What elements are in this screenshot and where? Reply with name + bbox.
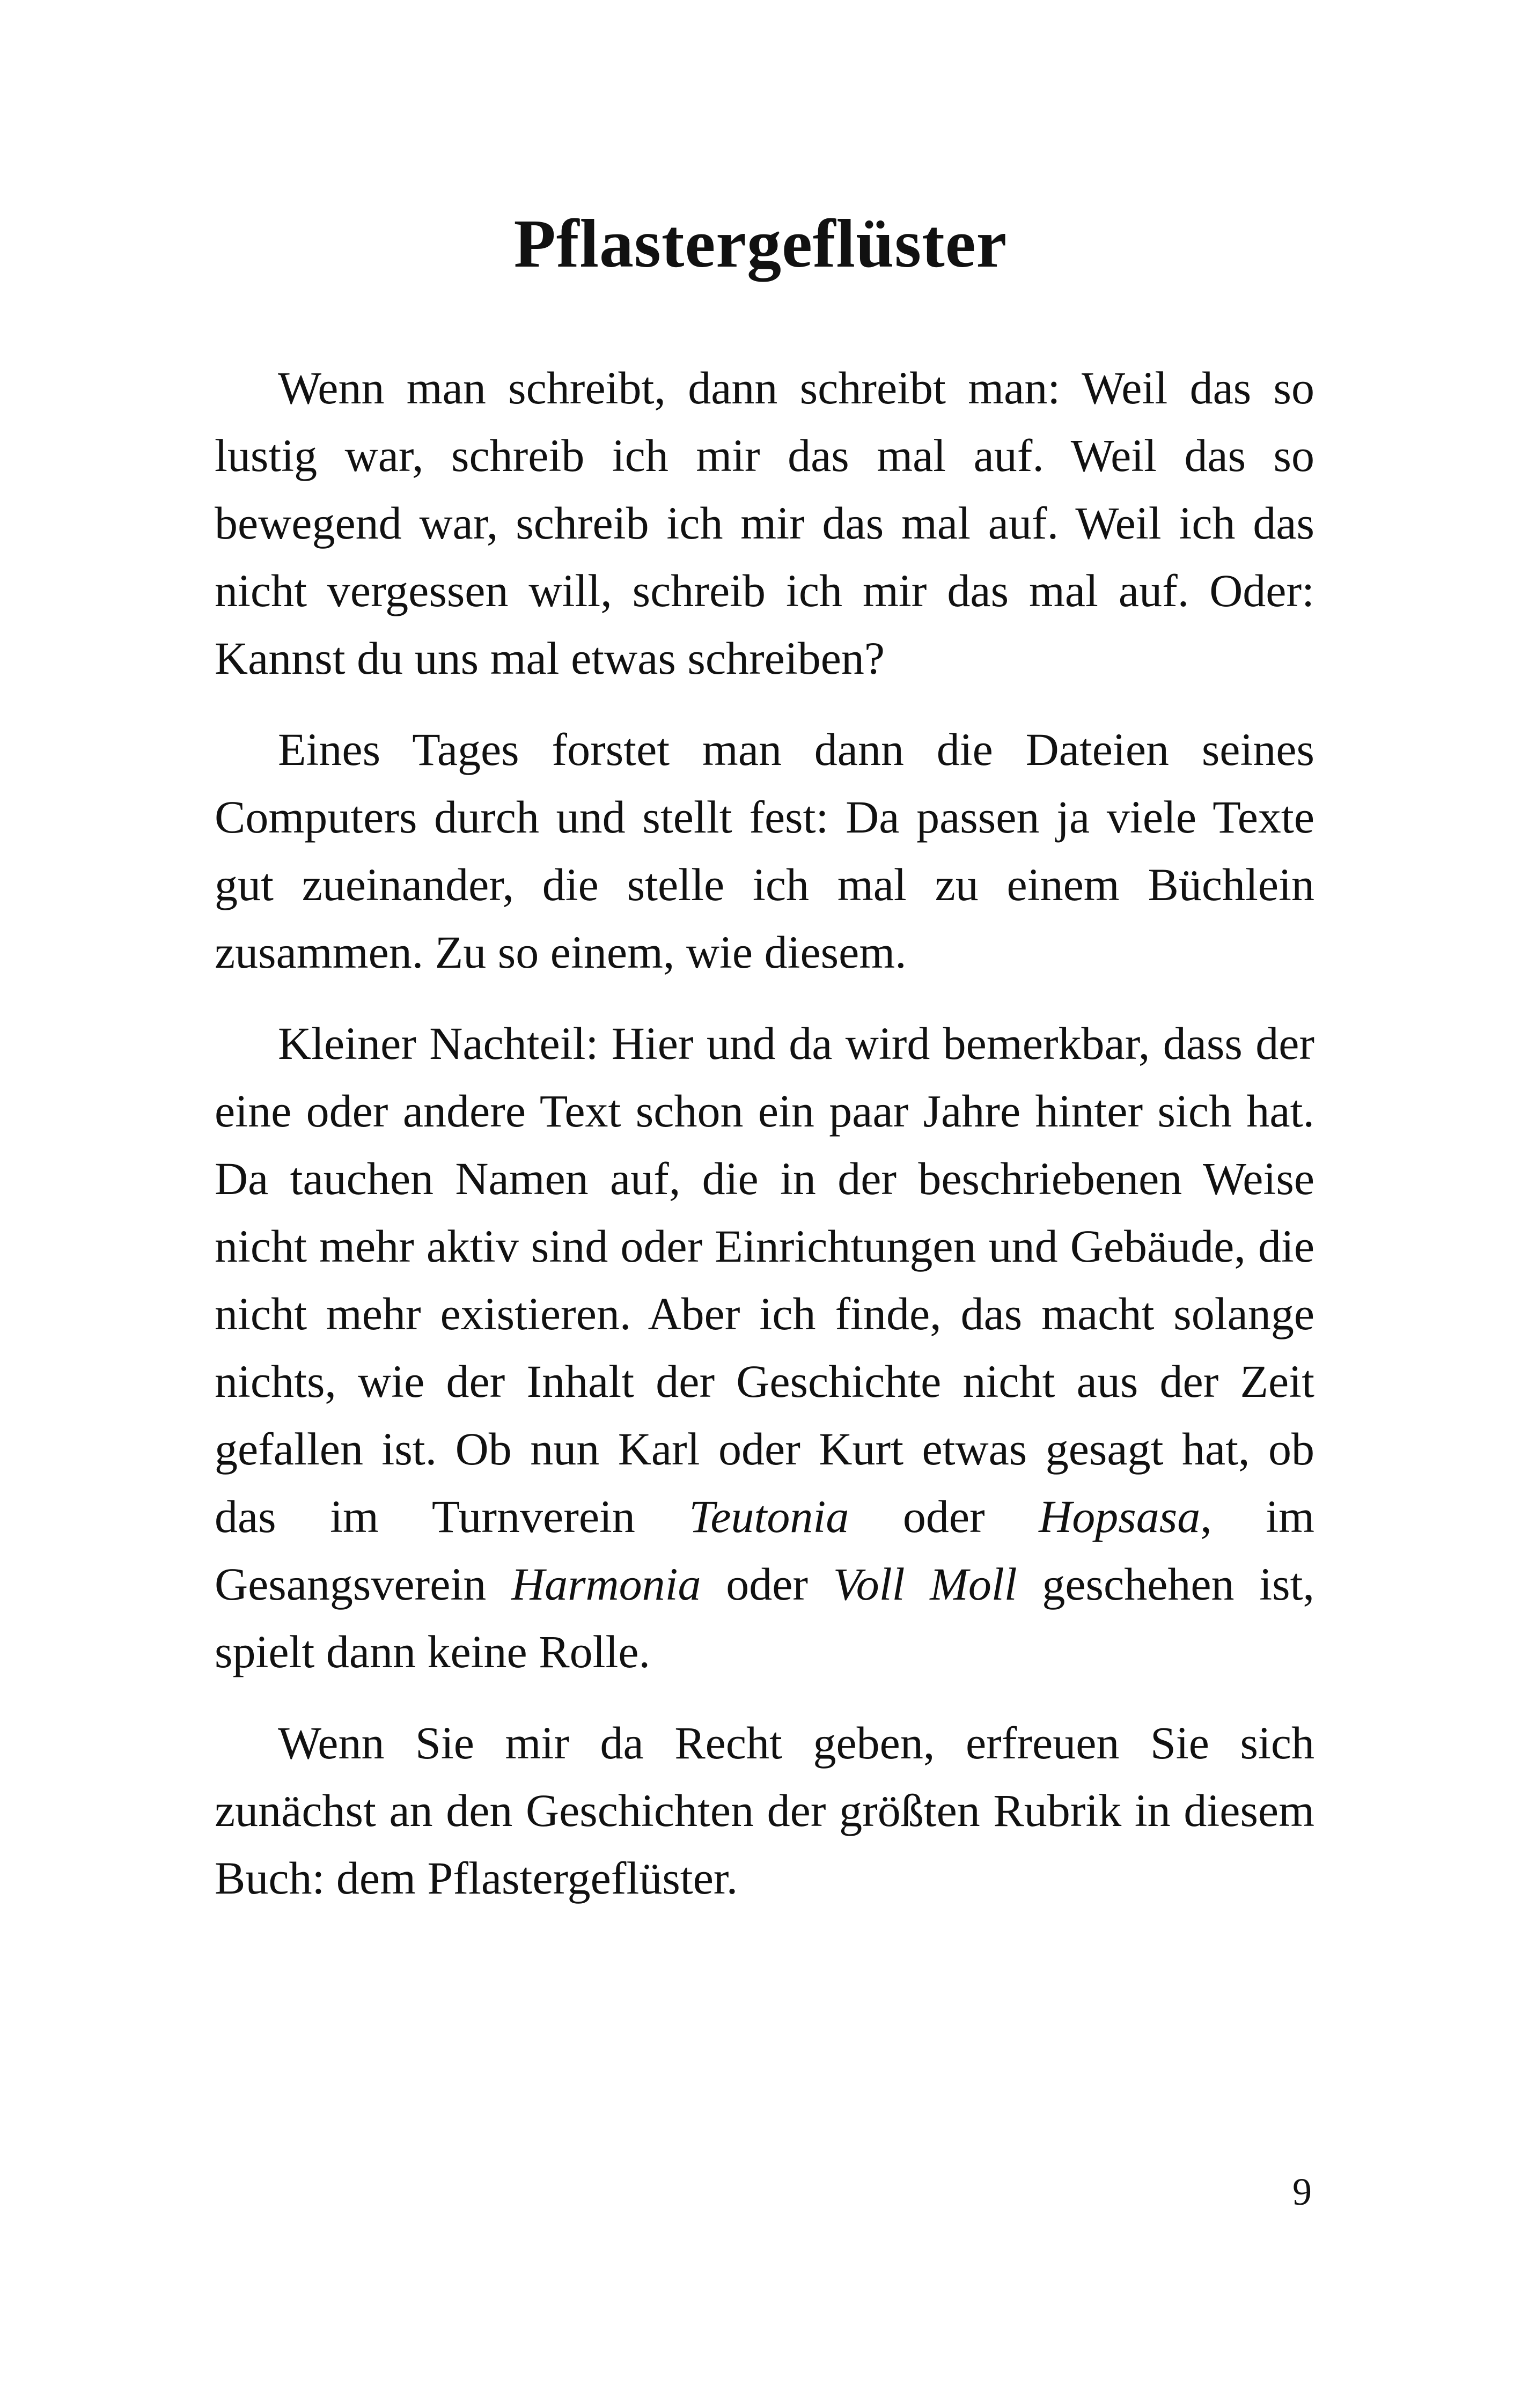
paragraph-3-text-c: , im Gesangsverein [215, 1491, 1314, 1610]
paragraph-3-text-e: geschehen ist, spielt dann keine Rolle. [215, 1558, 1314, 1677]
chapter-body [215, 354, 1314, 1935]
club-name-voll-moll: Voll Moll [833, 1558, 1017, 1610]
page-number: 9 [1292, 2170, 1312, 2213]
paragraph-3 [215, 1010, 1314, 1685]
paragraph-4: Wenn Sie mir da Recht geben, erfreuen Sie sich zunächst an den Geschichten der größten Rubrik in diesem Buch: dem Pflastergeflüster. [215, 1717, 1314, 1904]
paragraph-2: Eines Tages forstet man dann die Dateien seines Computers durch und stellt fest: Da passen ja viele Texte gut zueinander, die stelle ich mal zu einem Büchlein zusammen. Zu so einem, wie diesem. [215, 724, 1314, 978]
club-name-teutonia: Teutonia [689, 1491, 849, 1542]
chapter-title: Pflastergeflüster [513, 205, 1008, 282]
paragraph-3-text-a: Kleiner Nachteil: Hier und da wird bemerkbar, dass der eine oder andere Text schon ein paar Jahre hinter sich hat. Da tauchen Namen auf, die in der beschriebenen Weise nicht mehr aktiv sind oder Einrichtungen und Gebäude, die nicht mehr existieren. Aber ich finde, das macht solange nichts, wie der Inhalt der Geschichte nicht aus der Zeit gefallen ist. Ob nun Karl oder Kurt etwas gesagt hat, ob das im Turnverein [215, 1018, 1314, 1542]
club-name-harmonia: Harmonia [511, 1558, 701, 1610]
paragraph-3-text-b: oder [849, 1491, 1039, 1542]
paragraph-1: Wenn man schreibt, dann schreibt man: Weil das so lustig war, schreib ich mir das mal auf. Weil das so bewegend war, schreib ich mir das mal auf. Weil ich das nicht vergessen will, schreib ich mir das mal auf. Oder: Kannst du uns mal etwas schreiben? [215, 362, 1314, 684]
paragraph-3-text-d: oder [701, 1558, 833, 1610]
club-name-hopsasa: Hopsasa [1039, 1491, 1201, 1542]
